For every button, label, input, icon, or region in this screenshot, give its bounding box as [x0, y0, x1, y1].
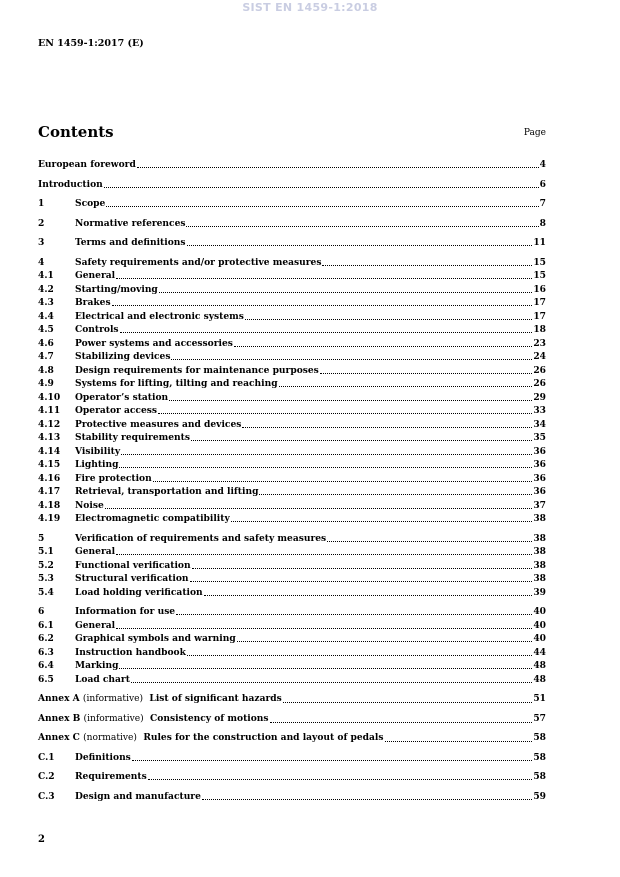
toc-entry-line [38, 712, 546, 727]
toc-entry[interactable] [38, 337, 546, 351]
toc-entry-page: 38 [533, 546, 546, 557]
toc-entry-page: 36 [533, 459, 546, 470]
toc-entry-number: 4.17 [38, 486, 61, 497]
toc-entry-line [75, 572, 546, 586]
toc-entry-number: 5.1 [38, 546, 54, 557]
dot-leader [327, 532, 532, 542]
dot-leader [119, 458, 532, 468]
toc-entry-title: Normative references [75, 217, 186, 229]
toc-entry[interactable] [38, 646, 546, 660]
toc-entry[interactable] [38, 458, 546, 472]
dot-leader [121, 445, 532, 455]
toc-entry-title: Fire protection [75, 472, 152, 484]
dot-leader [192, 559, 533, 569]
toc-entry[interactable] [38, 350, 546, 364]
toc-entry-number: 6.5 [38, 673, 54, 685]
toc-entry-page: 38 [533, 559, 546, 571]
dot-leader [112, 296, 533, 306]
dot-leader [234, 337, 532, 347]
toc-entry-line [75, 323, 546, 337]
toc-entry-line [75, 646, 546, 660]
toc-entry[interactable] [38, 532, 546, 546]
dot-leader [158, 404, 532, 414]
dot-leader [159, 283, 533, 293]
toc-entry[interactable] [38, 418, 546, 432]
dot-leader [187, 236, 533, 246]
toc-entry-page: 15 [533, 270, 546, 281]
toc-entry-line [75, 751, 546, 765]
dot-leader [137, 158, 539, 168]
toc-entry[interactable] [38, 310, 546, 324]
toc-entry-title: Protective measures and devices [75, 418, 242, 430]
dot-leader [259, 485, 532, 495]
toc-entry-title: Controls [75, 324, 119, 335]
toc-entry[interactable] [38, 770, 546, 784]
toc-entry-line [75, 586, 546, 600]
dot-leader [204, 586, 533, 596]
dot-leader [116, 619, 532, 629]
toc-entry-title: Safety requirements and/or protective measures [75, 256, 322, 268]
toc-entry-line [75, 391, 546, 405]
toc-entry-page: 35 [533, 432, 546, 443]
toc-entry-title: Systems for lifting, tilting and reaching [75, 378, 278, 389]
document-id: EN 1459-1:2017 (E) [38, 38, 144, 49]
toc-entry-title: Power systems and accessories [75, 337, 233, 349]
dot-leader [202, 790, 532, 800]
toc-entry[interactable] [38, 178, 546, 192]
dot-leader [237, 632, 533, 642]
dot-leader [322, 256, 532, 266]
toc-entry-line [75, 256, 546, 270]
toc-entry-number: 4.15 [38, 459, 61, 470]
toc-entry-title: Brakes [75, 297, 111, 308]
dot-leader [191, 431, 532, 441]
toc-entry-number: 2 [38, 217, 45, 229]
toc-entry[interactable] [38, 269, 546, 283]
annex-title: Rules for the construction and layout of pedals [143, 732, 384, 743]
dot-leader [171, 350, 532, 360]
toc-entry[interactable] [38, 323, 546, 337]
toc-entry-page: 7 [539, 198, 546, 209]
dot-leader [231, 512, 533, 522]
toc-entry[interactable] [38, 283, 546, 297]
toc-entry-line [75, 431, 546, 445]
toc-entry-number: 4.5 [38, 324, 54, 335]
watermark: SIST EN 1459-1:2018 [242, 1, 378, 14]
toc-entry-line [75, 512, 546, 526]
toc-entry-number: 4.18 [38, 499, 61, 511]
toc-entry-title: Design requirements for maintenance purposes [75, 364, 319, 376]
toc-entry-title: Structural verification [75, 573, 189, 584]
toc-entry-number: 4.14 [38, 445, 61, 457]
toc-entry-number: 4.19 [38, 513, 61, 524]
toc-entry-number: 6.2 [38, 633, 54, 644]
toc-entry-page: 33 [533, 405, 546, 416]
toc-entry[interactable] [38, 731, 546, 745]
toc-entry-number: C.2 [38, 771, 55, 782]
contents-title: Contents [38, 123, 114, 141]
toc-entry-number: 3 [38, 237, 45, 248]
toc-entry-page: 6 [539, 178, 546, 190]
toc-entry[interactable] [38, 790, 546, 804]
toc-entry-line [75, 364, 546, 378]
toc-entry-number: 4 [38, 256, 45, 268]
dot-leader [385, 731, 533, 742]
dot-leader [187, 646, 532, 656]
dot-leader [270, 712, 533, 723]
table-of-contents [38, 152, 546, 803]
toc-entry-title: Introduction [38, 178, 103, 190]
toc-entry-number: 4.12 [38, 418, 61, 430]
toc-entry[interactable] [38, 236, 546, 250]
toc-entry-page: 15 [533, 256, 546, 268]
toc-entry-title: Load holding verification [75, 586, 203, 598]
toc-entry[interactable] [38, 197, 546, 211]
toc-entry-title: Graphical symbols and warning [75, 633, 236, 644]
toc-entry-title: Stability requirements [75, 432, 190, 443]
toc-entry-line [75, 418, 546, 432]
toc-entry-page: 36 [533, 486, 546, 497]
toc-entry-line [75, 619, 546, 633]
dot-leader [176, 605, 532, 615]
toc-entry-line [75, 770, 546, 784]
toc-entry-page: 40 [533, 619, 546, 631]
toc-entry-page: 11 [533, 237, 546, 248]
toc-entry-line [75, 673, 546, 687]
annex-title: List of significant hazards [149, 693, 282, 704]
toc-entry-page: 37 [533, 499, 546, 511]
toc-entry-title: Electromagnetic compatibility [75, 513, 230, 524]
toc-entry-number: 5.2 [38, 559, 54, 571]
toc-entry-number: 4.3 [38, 297, 54, 308]
toc-entry-page: 26 [533, 364, 546, 376]
toc-entry-title: Operator access [75, 405, 157, 416]
toc-entry-page: 23 [533, 337, 546, 349]
annex-label: Annex C [38, 732, 80, 743]
toc-entry-title: Verification of requirements and safety measures [75, 532, 327, 544]
toc-entry[interactable] [38, 472, 546, 486]
toc-entry[interactable] [38, 572, 546, 586]
toc-entry-page: 36 [533, 445, 546, 457]
toc-entry-number: 4.10 [38, 391, 61, 403]
toc-entry-page: 38 [533, 573, 546, 584]
toc-entry-number: C.3 [38, 790, 55, 802]
toc-entry-number: 6.4 [38, 660, 54, 671]
annex-label: Annex A [38, 693, 80, 704]
toc-entry-page: 26 [533, 378, 546, 389]
toc-entry[interactable] [38, 377, 546, 391]
toc-entry-line [38, 178, 546, 192]
toc-entry-page: 4 [539, 159, 546, 170]
toc-entry-number: 4.16 [38, 472, 61, 484]
toc-entry-page: 51 [533, 693, 546, 704]
toc-entry[interactable] [38, 256, 546, 270]
toc-entry-title: Starting/moving [75, 283, 158, 295]
dot-leader [186, 217, 538, 227]
dot-leader [148, 770, 533, 780]
toc-entry-number: 4.7 [38, 351, 54, 362]
toc-entry[interactable] [38, 512, 546, 526]
toc-entry[interactable] [38, 158, 546, 172]
toc-entry[interactable] [38, 692, 546, 706]
toc-entry-number: 5.3 [38, 573, 54, 584]
annex-qualifier: (normative) [83, 733, 137, 743]
dot-leader [105, 499, 533, 509]
toc-entry[interactable] [38, 586, 546, 600]
toc-entry-title: Noise [75, 499, 104, 511]
toc-entry[interactable] [38, 559, 546, 573]
dot-leader [116, 269, 532, 279]
toc-entry[interactable] [38, 404, 546, 418]
toc-entry-page: 18 [533, 324, 546, 335]
toc-entry-line [75, 404, 546, 418]
toc-entry-number: C.1 [38, 751, 55, 763]
toc-entry-title: Definitions [75, 751, 131, 763]
toc-entry[interactable] [38, 485, 546, 499]
toc-entry-page: 48 [533, 660, 546, 671]
toc-entry-line [75, 269, 546, 283]
toc-entry[interactable] [38, 751, 546, 765]
toc-entry-title: Visibility [75, 445, 121, 457]
toc-entry-line [75, 605, 546, 619]
toc-entry-line [38, 158, 546, 172]
toc-entry-page: 38 [533, 532, 546, 544]
toc-entry-line [75, 458, 546, 472]
toc-entry-page: 36 [533, 472, 546, 484]
toc-entry-title [38, 692, 282, 707]
toc-entry-title: Stabilizing devices [75, 351, 171, 362]
toc-entry-line [75, 236, 546, 250]
toc-entry[interactable] [38, 632, 546, 646]
toc-entry[interactable] [38, 619, 546, 633]
dot-leader [106, 197, 538, 207]
toc-entry-number: 4.2 [38, 283, 54, 295]
toc-entry[interactable] [38, 545, 546, 559]
dot-leader [245, 310, 532, 320]
toc-entry-number: 1 [38, 198, 45, 209]
toc-entry-title [38, 731, 384, 746]
toc-entry-page: 39 [533, 586, 546, 598]
toc-entry-page: 17 [533, 297, 546, 308]
toc-entry-page: 48 [533, 673, 546, 685]
toc-entry-title: Load chart [75, 673, 130, 685]
toc-entry-number: 5.4 [38, 586, 54, 598]
toc-entry[interactable] [38, 673, 546, 687]
toc-entry-title: Instruction handbook [75, 646, 186, 658]
toc-entry-page: 17 [533, 310, 546, 322]
dot-leader [131, 673, 532, 683]
toc-entry[interactable] [38, 605, 546, 619]
toc-entry-title: Lighting [75, 459, 119, 470]
toc-entry-page: 34 [533, 418, 546, 430]
toc-entry-line [75, 790, 546, 804]
toc-entry-line [75, 296, 546, 310]
toc-entry-number: 4.11 [38, 405, 61, 416]
dot-leader [120, 323, 533, 333]
toc-entry[interactable] [38, 391, 546, 405]
toc-entry-number: 6 [38, 606, 45, 617]
toc-entry-page: 24 [533, 351, 546, 362]
toc-entry-line [38, 692, 546, 707]
toc-entry[interactable] [38, 659, 546, 673]
toc-entry-line [75, 197, 546, 211]
toc-entry-line [75, 545, 546, 559]
toc-entry[interactable] [38, 296, 546, 310]
toc-entry-page: 58 [533, 751, 546, 763]
dot-leader [132, 751, 533, 761]
toc-entry-page: 59 [533, 790, 546, 802]
toc-entry[interactable] [38, 364, 546, 378]
dot-leader [190, 572, 533, 582]
dot-leader [283, 692, 533, 703]
toc-entry-number: 4.13 [38, 432, 61, 443]
toc-entry-title: Scope [75, 198, 106, 209]
toc-entry-line [75, 499, 546, 513]
toc-entry-number: 5 [38, 532, 45, 544]
dot-leader [104, 178, 539, 188]
toc-entry-page: 57 [533, 712, 546, 724]
toc-entry-line [75, 350, 546, 364]
dot-leader [153, 472, 533, 482]
toc-entry[interactable] [38, 499, 546, 513]
toc-entry-title: Marking [75, 660, 119, 671]
dot-leader [119, 659, 532, 669]
dot-leader [116, 545, 532, 555]
page-column-label: Page [523, 128, 546, 138]
toc-entry[interactable] [38, 712, 546, 726]
toc-entry-number: 4.1 [38, 270, 54, 281]
toc-entry-title: Electrical and electronic systems [75, 310, 244, 322]
dot-leader [279, 377, 533, 387]
toc-entry-line [75, 337, 546, 351]
toc-entry-page: 58 [533, 771, 546, 782]
toc-entry-line [75, 559, 546, 573]
annex-label: Annex B [38, 712, 81, 724]
toc-entry-line [38, 731, 546, 746]
toc-entry-line [75, 377, 546, 391]
toc-entry-title: Design and manufacture [75, 790, 201, 802]
toc-entry-title: Operator’s station [75, 391, 169, 403]
toc-entry-page: 38 [533, 513, 546, 524]
toc-entry[interactable] [38, 217, 546, 231]
toc-entry-page: 8 [539, 217, 546, 229]
toc-entry-number: 4.6 [38, 337, 54, 349]
toc-entry-page: 29 [533, 391, 546, 403]
toc-entry-title: Functional verification [75, 559, 191, 571]
toc-entry-page: 16 [533, 283, 546, 295]
toc-entry-number: 4.8 [38, 364, 54, 376]
toc-entry-number: 4.9 [38, 378, 54, 389]
toc-entry-title: Information for use [75, 606, 176, 617]
dot-leader [242, 418, 532, 428]
toc-entry-line [75, 659, 546, 673]
dot-leader [169, 391, 532, 401]
toc-entry-title: Requirements [75, 771, 147, 782]
toc-entry-line [75, 532, 546, 546]
footer-page-number: 2 [38, 834, 45, 845]
toc-entry[interactable] [38, 431, 546, 445]
toc-entry-title: Retrieval, transportation and lifting [75, 486, 259, 497]
toc-entry-line [75, 472, 546, 486]
toc-entry-line [75, 283, 546, 297]
toc-entry-title: Terms and definitions [75, 237, 186, 248]
annex-qualifier: (informative) [82, 694, 144, 704]
toc-entry-line [75, 445, 546, 459]
toc-entry-number: 6.3 [38, 646, 54, 658]
toc-entry-title: General [75, 270, 116, 281]
toc-entry-line [75, 485, 546, 499]
toc-entry-page: 58 [533, 732, 546, 743]
toc-entry[interactable] [38, 445, 546, 459]
dot-leader [320, 364, 533, 374]
annex-qualifier: (informative) [83, 713, 144, 724]
toc-entry-number: 6.1 [38, 619, 54, 631]
toc-entry-title: General [75, 546, 116, 557]
toc-entry-page: 40 [533, 633, 546, 644]
toc-entry-number: 4.4 [38, 310, 54, 322]
annex-title: Consistency of motions [150, 712, 269, 724]
toc-entry-line [75, 632, 546, 646]
toc-entry-title [38, 712, 269, 727]
toc-entry-title: General [75, 619, 116, 631]
toc-entry-page: 44 [533, 646, 546, 658]
toc-entry-line [75, 310, 546, 324]
toc-entry-title: European foreword [38, 159, 136, 170]
toc-entry-line [75, 217, 546, 231]
toc-entry-page: 40 [533, 606, 546, 617]
